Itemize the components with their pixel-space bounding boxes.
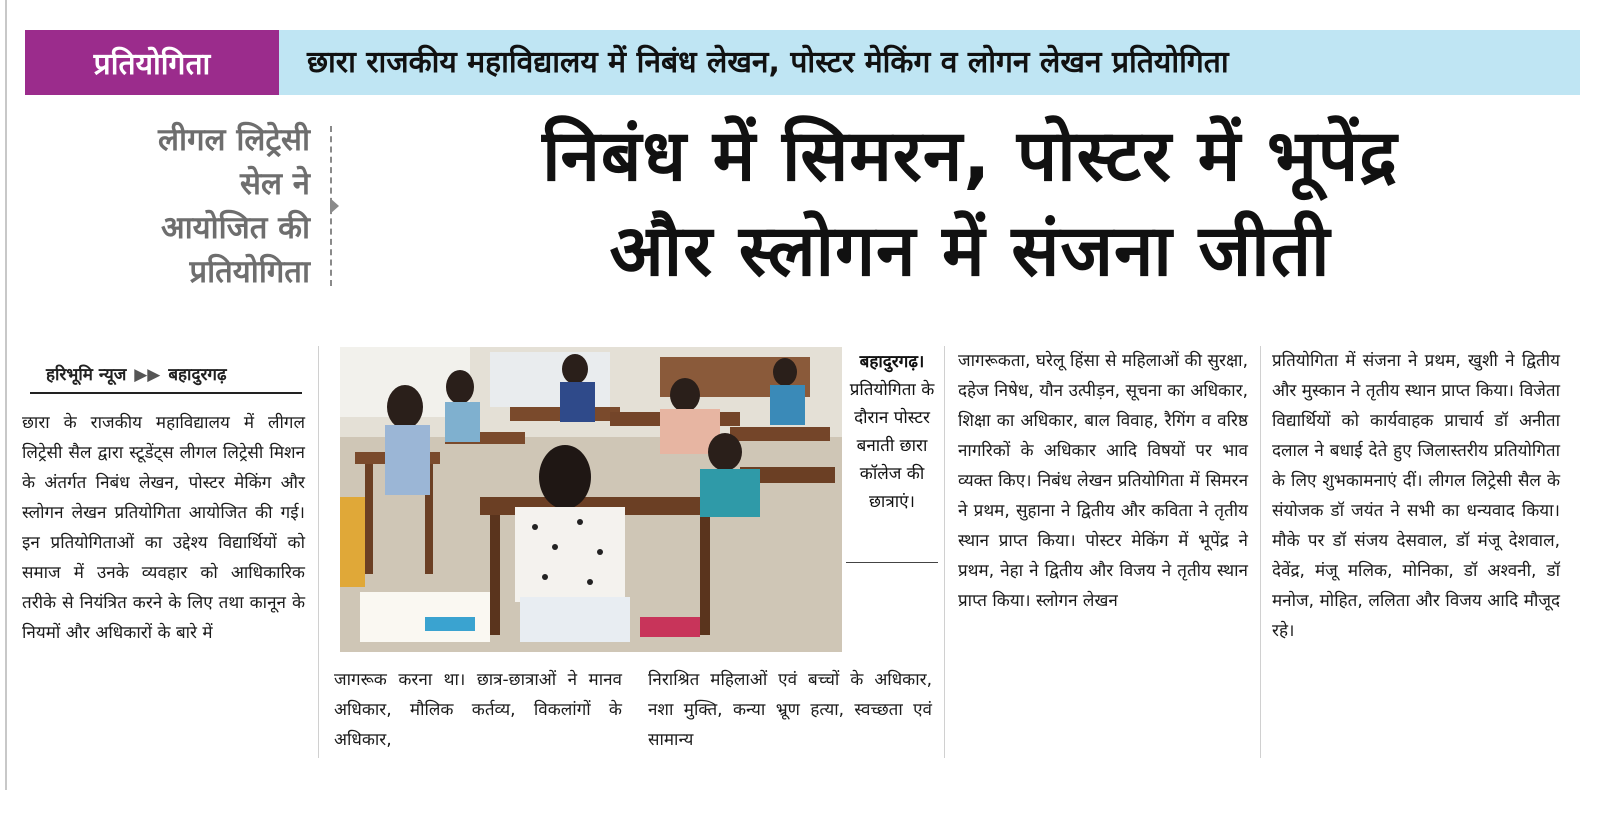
main-headline [350,108,1590,298]
body-column-4: जागरूकता, घरेलू हिंसा से महिलाओं की सुरक्षा, दहेज निषेध, यौन उत्पीड़न, सूचना का अधिकार, शिक्षा का अधिकार, बाल विवाह, रैगिंग व वरिष्ठ नागरिकों के अधिकार आदि विषयों पर भाव व्यक्त किए। निबंध लेखन प्रतियोगिता में सिमरन ने प्रथम, सुहाना ने द्वितीय और कविता ने तृतीय स्थान प्राप्त किया। पोस्टर मेकिंग में भूपेंद्र ने प्रथम, नेहा ने द्वितीय और विजय ने तृतीय स्थान प्राप्त किया। स्लोगन लेखन [958,351,1248,611]
byline-place: बहादुरगढ़ [168,365,227,385]
classroom-photo-illustration [340,347,842,652]
caption-place: बहादुरगढ़। [859,352,925,372]
banner-headline: छारा राजकीय महाविद्यालय में निबंध लेखन, पोस्टर मेकिंग व लोगन लेखन प्रतियोगिता [307,45,1229,80]
deck-summary [40,118,310,294]
byline-arrows-icon: ▶▶ [134,365,161,385]
body-column-3: निराश्रित महिलाओं एवं बच्चों के अधिकार, नशा मुक्ति, कन्या भ्रूण हत्या, स्वच्छता एवं सामान्य [648,670,932,750]
body-column-2: जागरूक करना था। छात्र-छात्राओं ने मानव अधिकार, मौलिक कर्तव्य, विकलांगों के अधिकार, [334,670,622,750]
headline-line-1: निबंध में सिमरन, पोस्टर में भूपेंद्र [542,114,1398,197]
byline-source: हरिभूमि न्यूज [46,365,127,385]
body-column-1: छारा के राजकीय महाविद्यालय में लीगल लिट्रेसी सैल द्वारा स्टूडेंट्स लीगल लिट्रेसी मिशन के अंतर्गत निबंध लेखन, पोस्टर मेकिंग और स्लोगन लेखन प्रतियोगिता आयोजित की गई। इन प्रतियोगिताओं का उद्देश्य विद्यार्थियों को समाज में उनके व्यवहार को आधिकारिक तरीके से नियंत्रित करने के लिए तथा कानून के नियमों और अधिकारों के बारे में [22,413,305,643]
caption-text: प्रतियोगिता के दौरान पोस्टर बनाती छारा कॉलेज की छात्राएं। [849,380,935,512]
page-edge-rule [5,0,7,790]
column-divider [1260,346,1261,758]
byline [46,362,300,385]
caption-rule [846,562,938,563]
section-banner [25,30,1580,95]
photo-caption [846,348,938,516]
deck-line: आयोजित की [160,210,310,246]
deck-line: प्रतियोगिता [189,254,310,290]
deck-line: सेल ने [240,166,310,202]
section-tag: प्रतियोगिता [25,30,279,95]
news-photo [340,347,842,652]
body-column-5: प्रतियोगिता में संजना ने प्रथम, खुशी ने द्वितीय और मुस्कान ने तृतीय स्थान प्राप्त किया। विजेता विद्यार्थियों को कार्यवाहक प्राचार्य डॉ अनीता दलाल ने बधाई देते हुए जिलास्तरीय प्रतियोगिता के लिए शुभकामनाएं दीं। लीगल लिट्रेसी सैल के संयोजक डॉ जयंत ने सभी का धन्यवाद किया। मौके पर डॉ संजय देसवाल, डॉ मंजू देशवाल, देवेंद्र, मंजू मलिक, मोनिका, डॉ अश्वनी, डॉ मनोज, मोहित, ललिता और विजय आदि मौजूद रहे। [1272,351,1560,641]
deck-bracket-point [330,198,339,214]
column-divider [944,346,945,758]
deck-line: लीगल लिट्रेसी [158,122,310,158]
byline-rule [30,392,302,394]
headline-line-2: और स्लोगन में संजना जीती [609,209,1331,292]
column-divider [318,346,319,758]
